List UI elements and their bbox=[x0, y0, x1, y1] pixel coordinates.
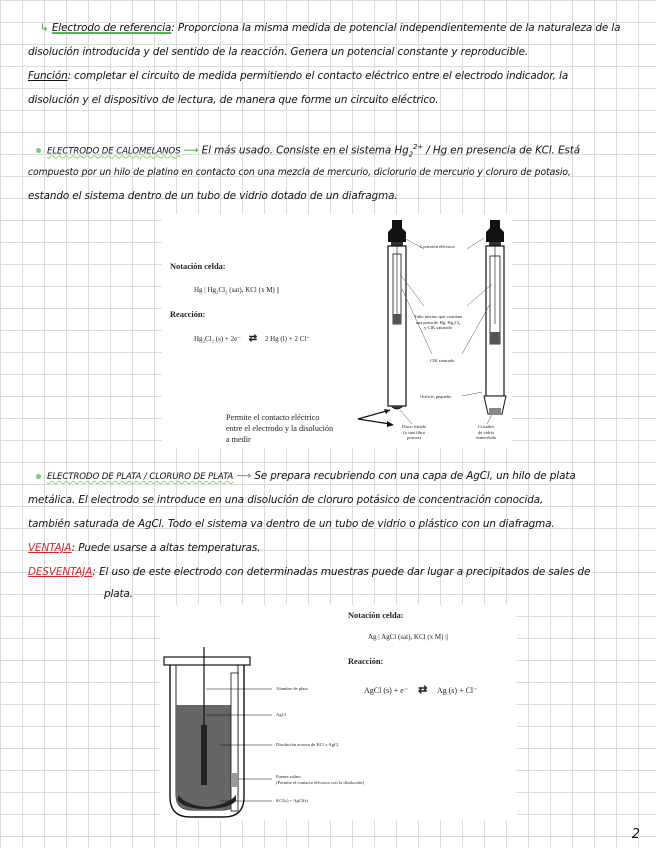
advantage-line bbox=[28, 542, 260, 554]
label-cik: ClK saturado bbox=[430, 358, 455, 363]
label-bridge-note: (Permite el contacto eléctrico con la disolución) bbox=[276, 779, 365, 785]
func-line-1 bbox=[28, 70, 568, 82]
silver-line-3: también saturada de AgCl. Todo el sistema va dentro de un tubo de vidrio o plástico con un diafragma. bbox=[28, 518, 555, 530]
calomel-line-3: estando el sistema dentro de un tubo de vidrio dotado de un diafragma. bbox=[28, 190, 398, 202]
calomel-text-1a: El más usado. Consiste en el sistema Hg bbox=[201, 144, 409, 157]
label-disc-2: (o una fibra bbox=[403, 429, 425, 435]
page-number: 2 bbox=[631, 827, 640, 842]
advantage-text: : Puede usarse a altas temperaturas. bbox=[71, 542, 261, 554]
label-bridge-title: Puente salino bbox=[276, 774, 301, 779]
ref-title: Electrodo de referencia bbox=[51, 22, 172, 34]
hook-arrow-icon: ↳ bbox=[40, 22, 49, 34]
label-hole: Orificio pequeño bbox=[420, 394, 452, 399]
caption-line-1: Permite el contacto eléctrico bbox=[226, 413, 320, 422]
disadvantage-text: : El uso de este electrodo con determinadas muestras puede dar lugar a precipitados de sales de bbox=[92, 566, 591, 578]
silver-title: ELECTRODO DE PLATA / CLORURO DE PLATA bbox=[47, 472, 234, 482]
silver-text-1: Se prepara recubriendo con una capa de AgCl, un hilo de plata bbox=[254, 470, 576, 482]
label-bridge bbox=[276, 774, 364, 785]
equilibrium-arrow-icon: ⇄ bbox=[418, 684, 428, 696]
label-agcl: AgCl bbox=[276, 712, 286, 717]
label-inner-3: y ClK saturado bbox=[424, 325, 452, 330]
calomel-title: ELECTRODO DE CALOMELANOS bbox=[47, 146, 181, 157]
silver-notation-label: Notación celda: bbox=[348, 611, 404, 620]
label-disc-1: Disco fritado bbox=[402, 424, 427, 429]
calomel-notation: Hg | Hg₂Cl₂ (sat), KCl (x M) || bbox=[194, 286, 280, 294]
label-disc-3: porosa) bbox=[407, 435, 421, 440]
func-text-1: : completar el circuito de medida permitiendo el contacto eléctrico entre el electrodo indicador, la bbox=[67, 70, 569, 82]
bullet-icon bbox=[36, 474, 41, 479]
caption-line-3: a medir bbox=[226, 435, 251, 444]
disadvantage-line-2: plata. bbox=[104, 588, 133, 600]
calomel-notation-label: Notación celda: bbox=[170, 262, 226, 271]
silver-line-2: metálica. El electrodo se introduce en una disolución de cloruro potásico de concentración conocida, bbox=[28, 494, 544, 506]
label-inner-tube bbox=[414, 314, 462, 331]
label-inner-1: Tubo interno que contiene bbox=[414, 314, 463, 319]
calomel-text-1b: / Hg en presencia de KCl. Está bbox=[426, 144, 580, 157]
ref-text-1: : Proporciona la misma medida de potencial independientemente de la naturaleza de la bbox=[171, 22, 621, 34]
silver-figure bbox=[160, 605, 516, 820]
silver-reaction-right: Ag (s) + Cl⁻ bbox=[436, 686, 478, 695]
calomel-reaction-right: 2 Hg (l) + 2 Cl⁻ bbox=[264, 335, 310, 343]
calomel-reaction-label: Reacción: bbox=[170, 310, 206, 319]
label-crystals bbox=[476, 424, 496, 441]
label-disc bbox=[402, 424, 426, 441]
calomel-caption bbox=[226, 412, 333, 445]
bullet-icon bbox=[36, 148, 41, 153]
silver-electrode-diagram bbox=[160, 605, 516, 820]
label-contact: Conexión eléctrica bbox=[420, 244, 455, 249]
label-wire: Alambre de plata bbox=[276, 686, 308, 691]
silver-reaction-label: Reacción: bbox=[348, 657, 384, 666]
calomel-line-1 bbox=[36, 141, 580, 161]
arrow-right-icon: ⟶ bbox=[236, 470, 252, 482]
silver-line-1 bbox=[36, 470, 576, 483]
caption-line-2: entre el electrodo y la disolución bbox=[226, 424, 334, 433]
silver-notation: Ag | AgCl (sat), KCl (x M) || bbox=[368, 633, 449, 641]
calomel-line-2: compuesto por un hilo de platino en contacto con una mezcla de mercurio, diclorurio de mercurio y cloruro de potasio, bbox=[28, 167, 571, 178]
disadvantage-label: DESVENTAJA bbox=[28, 566, 93, 578]
label-crystals-1: Cristales bbox=[478, 424, 495, 429]
func-line-2: disolución y el dispositivo de lectura, de manera que forme un circuito eléctrico. bbox=[28, 94, 439, 106]
func-label: Función bbox=[28, 70, 68, 82]
silver-reaction-left: AgCl (s) + e⁻ bbox=[364, 686, 409, 695]
calomel-sub: 2 bbox=[408, 150, 413, 159]
label-kcl: KCl(s) + AgCl(s) bbox=[276, 798, 308, 803]
calomel-electrode-diagram bbox=[162, 214, 512, 448]
label-solution: Disolución acuosa de KCl y AgCl bbox=[276, 742, 339, 747]
disadvantage-line bbox=[28, 566, 590, 578]
calomel-sup: 2+ bbox=[412, 143, 424, 151]
equilibrium-arrow-icon: ⇄ bbox=[248, 333, 258, 344]
ref-line-2: disolución introducida y del sentido de la reacción. Genera un potencial constante y reproducible. bbox=[28, 46, 529, 58]
label-crystals-3: esmerilado bbox=[476, 435, 497, 440]
label-crystals-2: de vidrio bbox=[477, 429, 495, 435]
calomel-figure bbox=[162, 214, 512, 448]
calomel-reaction-left: Hg₂Cl₂ (s) + 2e⁻ bbox=[194, 335, 241, 343]
label-inner-2: una pasta de Hg, Hg₂Cl₂ bbox=[415, 319, 461, 325]
arrow-right-icon: ⟶ bbox=[183, 144, 199, 157]
ref-line-1 bbox=[40, 22, 620, 34]
advantage-label: VENTAJA bbox=[28, 542, 72, 554]
